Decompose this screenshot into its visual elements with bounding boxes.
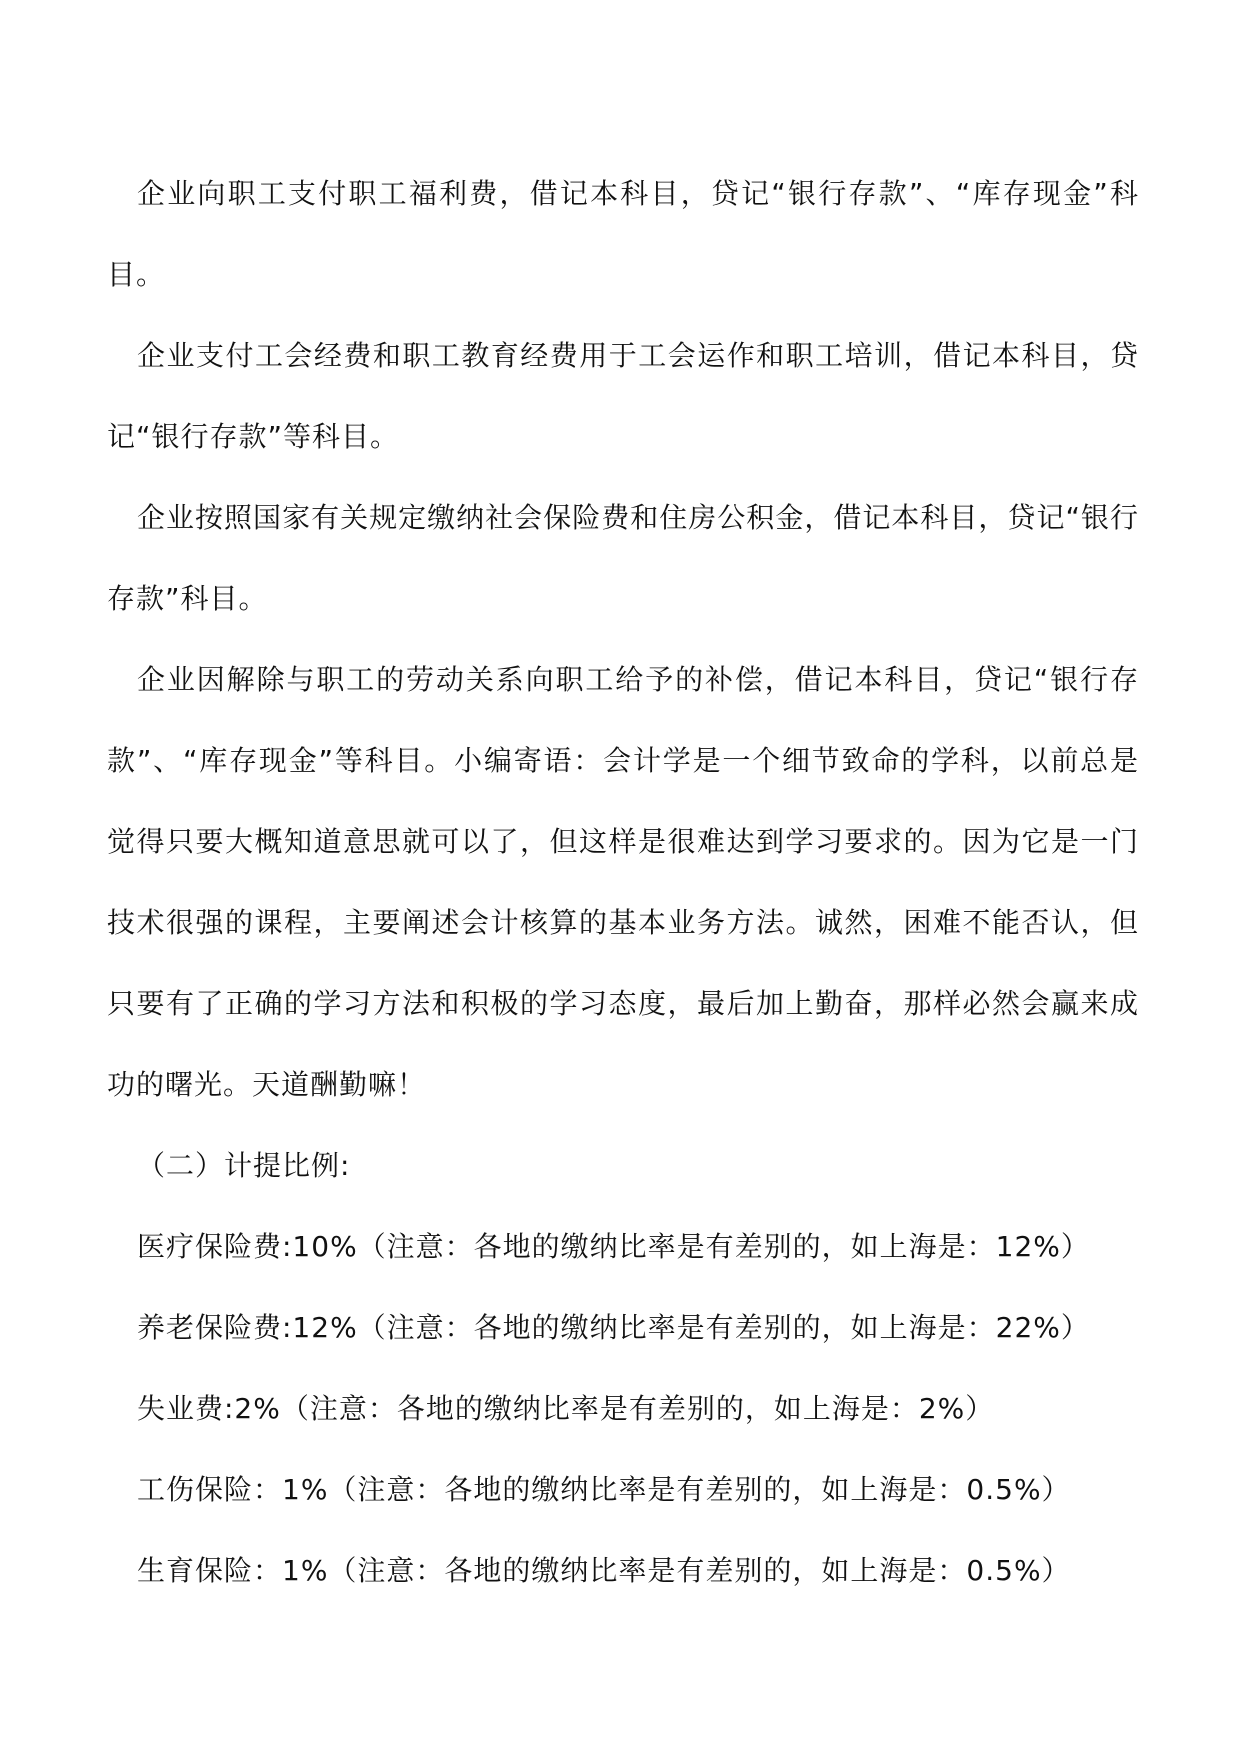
paragraph-social-insurance-housing-fund: 企业按照国家有关规定缴纳社会保险费和住房公积金，借记本科目，贷记“银行存款”科目。: [107, 501, 1139, 615]
rate-item-pension: 养老保险费:12%（注意：各地的缴纳比率是有差别的，如上海是：22%）: [137, 1311, 1090, 1344]
rate-item-unemployment: 失业费:2%（注意：各地的缴纳比率是有差别的，如上海是：2%）: [137, 1392, 995, 1425]
document-body: [107, 153, 1139, 1611]
paragraph-welfare-payment: 企业向职工支付职工福利费，借记本科目，贷记“银行存款”、“库存现金”科目。: [107, 177, 1139, 291]
section-heading: （二）计提比例:: [137, 1149, 351, 1182]
paragraph-termination-compensation: 企业因解除与职工的劳动关系向职工给予的补偿，借记本科目，贷记“银行存款”、“库存现金”等科目。小编寄语：会计学是一个细节致命的学科，以前总是觉得只要大概知道意思就可以了，但这样是很难达到学习要求的。因为它是一门技术很强的课程，主要阐述会计核算的基本业务方法。诚然，困难不能否认，但只要有了正确的学习方法和积极的学习态度，最后加上勤奋，那样必然会赢来成功的曙光。天道酬勤嘛！: [107, 663, 1139, 1101]
paragraph-union-education-funds: 企业支付工会经费和职工教育经费用于工会运作和职工培训，借记本科目，贷记“银行存款”等科目。: [107, 339, 1139, 453]
rate-item-medical: 医疗保险费:10%（注意：各地的缴纳比率是有差别的，如上海是：12%）: [137, 1230, 1090, 1263]
rate-item-maternity: 生育保险：1%（注意：各地的缴纳比率是有差别的，如上海是：0.5%）: [137, 1554, 1071, 1587]
rate-item-work-injury: 工伤保险：1%（注意：各地的缴纳比率是有差别的，如上海是：0.5%）: [137, 1473, 1071, 1506]
